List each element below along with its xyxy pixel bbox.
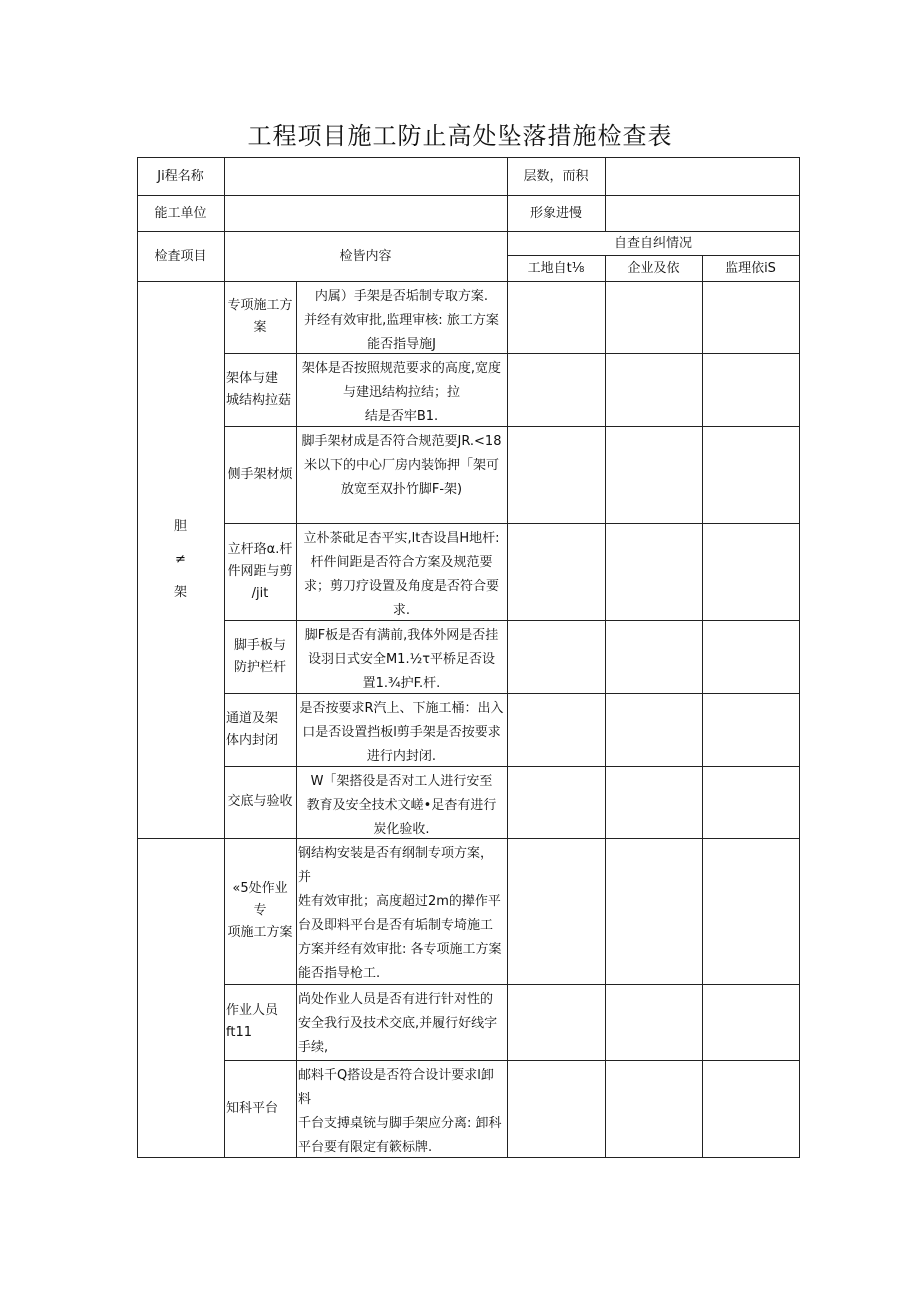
check-content-cell-line: 方案并经有效审批: 各专项施工方案 [298, 942, 502, 957]
site-check-cell[interactable] [507, 693, 605, 766]
enterprise-check-cell[interactable] [605, 838, 702, 984]
site-check-cell[interactable] [507, 766, 605, 838]
supervision-check-cell[interactable] [702, 693, 799, 766]
row-divider [224, 693, 799, 694]
check-content-cell-line: 脚F板是否有满前,我体外网是否挂 [304, 628, 499, 643]
column-divider [224, 157, 225, 1157]
construction-unit-field[interactable] [224, 195, 507, 231]
check-item-cell-line: 专项施工方 [227, 298, 293, 313]
check-content-cell-line: 能否指导施J [367, 337, 436, 352]
check-content-cell-line: 钢结构安装是否有纲制专项方案，并 [298, 846, 494, 885]
check-content-cell-line: 炭化验收. [373, 822, 430, 837]
check-content-cell-line: 平台要有限定有簌标牌. [298, 1140, 433, 1155]
site-check-cell[interactable] [507, 838, 605, 984]
enterprise-check-cell[interactable] [605, 281, 702, 353]
check-item-cell-line: 立杆珞α.杆 [227, 541, 293, 557]
check-item-cell [224, 281, 296, 353]
row-divider [224, 766, 799, 767]
enterprise-check-cell[interactable] [605, 693, 702, 766]
check-content-cell-line: 并经有效审批,监理审核: 旅工方案 [304, 313, 499, 328]
construction-unit-label: 能工单位 [154, 205, 207, 221]
category-cell [137, 838, 224, 1157]
check-content-cell-line: 口是否设置挡板l剪手架是否按要求 [302, 725, 501, 740]
check-content-cell-line: 求. [392, 603, 411, 618]
progress-label: 形象进慢 [529, 205, 582, 221]
check-content-cell-line: 米以下的中心厂房内装饰押「架可 [303, 458, 499, 473]
check-content-cell-line: 设羽日式安全M1.½τ平桥足否设 [307, 652, 496, 667]
supervision-check-cell[interactable] [702, 766, 799, 838]
site-check-cell[interactable] [507, 984, 605, 1060]
row-divider [507, 255, 799, 256]
row-divider [137, 231, 799, 232]
row-divider [137, 281, 799, 282]
row-divider [224, 426, 799, 427]
column-divider [605, 255, 606, 1157]
check-content-cell [296, 426, 507, 523]
enterprise-check-cell[interactable] [605, 1060, 702, 1157]
category-cell-line: 架 [173, 585, 187, 600]
category-cell-line: ≠ [175, 552, 186, 567]
row-divider [224, 523, 799, 524]
check-content-cell-line: W「架搭役是否对工人进行安至 [310, 774, 493, 789]
supervision-check-cell[interactable] [702, 984, 799, 1060]
check-item-cell-line: 城结构拉菇 [226, 392, 292, 408]
row-divider [224, 353, 799, 354]
check-content-cell-line: 台及即料平台是否有垢制专埼施工 [298, 918, 494, 933]
check-item-cell [224, 766, 296, 838]
check-content-cell-line: 与建迅结构拉结；拉 [342, 385, 460, 400]
check-content-cell [296, 281, 507, 353]
check-content-cell-line: 放宽至双扑竹脚F-架) [340, 482, 463, 497]
row-divider [224, 1060, 799, 1061]
progress-field[interactable] [605, 195, 799, 231]
check-item-cell-line: 通道及架 [226, 710, 279, 726]
check-content-cell-line: 千台支搏桌铳与脚手架应分离: 卸科 [298, 1116, 502, 1131]
supervision-check-cell[interactable] [702, 838, 799, 984]
row-divider [224, 984, 799, 985]
site-check-header: 工地自t⅛ [527, 260, 585, 276]
table-border [137, 157, 138, 1158]
site-check-cell[interactable] [507, 523, 605, 620]
check-item-cell-line: 防护栏杆 [233, 659, 286, 675]
check-content-cell-line: 置1.¾护F.杆. [362, 676, 441, 691]
site-check-cell[interactable] [507, 281, 605, 353]
check-item-cell-line: 项施工方案 [227, 925, 293, 940]
check-content-cell-line: 立朴茶砒足杏平实,lt杏设昌H地杆: [303, 531, 500, 546]
supervision-check-cell[interactable] [702, 620, 799, 693]
project-name-label: Ji程名称 [157, 168, 204, 184]
check-item-cell-line: 体内封闭 [226, 732, 279, 748]
check-content-cell-line: 手续, [298, 1040, 329, 1055]
check-content-cell-line: 结是否牢B1. [364, 409, 439, 424]
check-item-cell-line: 知科平台 [226, 1100, 279, 1116]
enterprise-check-cell[interactable] [605, 523, 702, 620]
check-content-cell-line: 架体是否按照规范要求的高度,宽度 [301, 361, 502, 376]
check-item-cell [224, 523, 296, 620]
page-title: 工程项目施工防止高处坠落措施检查表 [247, 122, 673, 150]
check-content-cell-line: 邮料千Q搭设是否符合设计要求l卸料 [298, 1068, 494, 1107]
check-content-cell-line: 进行内封闭. [366, 749, 437, 764]
check-item-cell [224, 1060, 296, 1157]
check-item-cell [224, 984, 296, 1060]
enterprise-check-cell[interactable] [605, 984, 702, 1060]
table-border [137, 1157, 800, 1158]
check-item-cell-line: /jit [251, 585, 269, 601]
category-cell-line: 胆 [173, 519, 187, 534]
column-divider [702, 255, 703, 1157]
check-content-cell [296, 353, 507, 426]
check-item-cell [224, 426, 296, 523]
project-name-field[interactable] [224, 157, 507, 195]
check-content-cell-line: 安全我行及技术交底,并履行好线字 [298, 1016, 498, 1031]
enterprise-check-cell[interactable] [605, 426, 702, 523]
check-item-cell-line: 侧手架材烦 [227, 466, 293, 482]
check-content-header: 检皆内容 [339, 248, 392, 264]
check-content-cell [296, 693, 507, 766]
check-item-cell [224, 620, 296, 693]
enterprise-check-header: 企业及依 [627, 260, 680, 276]
check-content-cell-line: 教育及安全技术文嵯•足杳有进行 [306, 798, 497, 813]
supervision-check-cell[interactable] [702, 426, 799, 523]
enterprise-check-cell[interactable] [605, 766, 702, 838]
check-item-cell [224, 838, 296, 984]
row-divider [224, 620, 799, 621]
enterprise-check-cell[interactable] [605, 353, 702, 426]
supervision-check-cell[interactable] [702, 523, 799, 620]
site-check-cell[interactable] [507, 353, 605, 426]
check-content-cell [296, 766, 507, 838]
floors-area-label: 层数，而积 [523, 168, 589, 184]
row-divider [137, 838, 799, 839]
check-item-cell-line: 案 [253, 320, 267, 335]
site-check-cell[interactable] [507, 620, 605, 693]
check-content-cell [296, 838, 507, 984]
check-content-cell-line: 脚手架材成是否符合规范要JR.<18 [301, 434, 502, 449]
column-divider [605, 157, 606, 231]
table-border [799, 157, 800, 1158]
check-item-cell-line: 架体与建 [226, 370, 279, 386]
row-divider [137, 195, 799, 196]
column-divider [296, 281, 297, 1157]
supervision-check-cell[interactable] [702, 353, 799, 426]
column-divider [507, 157, 508, 1157]
check-content-cell-line: 求；剪刀疗设置及角度是否符合要 [303, 579, 499, 594]
check-item-cell-line: 脚手板与 [233, 637, 286, 653]
check-item-cell-line: «5处作业专 [232, 881, 288, 918]
check-content-cell [296, 620, 507, 693]
check-content-cell [296, 984, 507, 1060]
check-content-cell-line: 内属）手架是否垢制专取方案. [314, 289, 489, 304]
table-border [137, 157, 800, 158]
check-content-cell-line: 姓有效审批；高度超过2m的撵作平 [298, 894, 501, 909]
check-item-cell-line: ft11 [226, 1025, 252, 1040]
floors-area-field[interactable] [605, 157, 799, 195]
check-content-cell-line: 能否指导枪工. [298, 966, 381, 981]
check-content-cell-line: 杆件间距是否符合方案及规范要 [310, 555, 493, 570]
self-check-header: 自查自纠情况 [613, 235, 692, 251]
supervision-check-cell[interactable] [702, 281, 799, 353]
enterprise-check-cell[interactable] [605, 620, 702, 693]
check-content-cell [296, 523, 507, 620]
category-cell [137, 281, 224, 838]
supervision-check-header: 监理依iS [725, 260, 776, 276]
check-item-cell-line: 交底与验收 [227, 794, 293, 809]
site-check-cell[interactable] [507, 1060, 605, 1157]
check-item-cell [224, 693, 296, 766]
check-item-header: 检査项目 [154, 248, 207, 264]
check-content-cell-line: 尚处作业人员是否有进行针对性的 [298, 992, 494, 1007]
check-item-cell-line: 作业人员 [226, 1003, 279, 1018]
site-check-cell[interactable] [507, 426, 605, 523]
check-content-cell [296, 1060, 507, 1157]
check-content-cell-line: 是否按要求R汽上、下施工桶：出入 [299, 701, 504, 716]
supervision-check-cell[interactable] [702, 1060, 799, 1157]
check-item-cell-line: 件网距与剪 [227, 563, 293, 579]
check-item-cell [224, 353, 296, 426]
